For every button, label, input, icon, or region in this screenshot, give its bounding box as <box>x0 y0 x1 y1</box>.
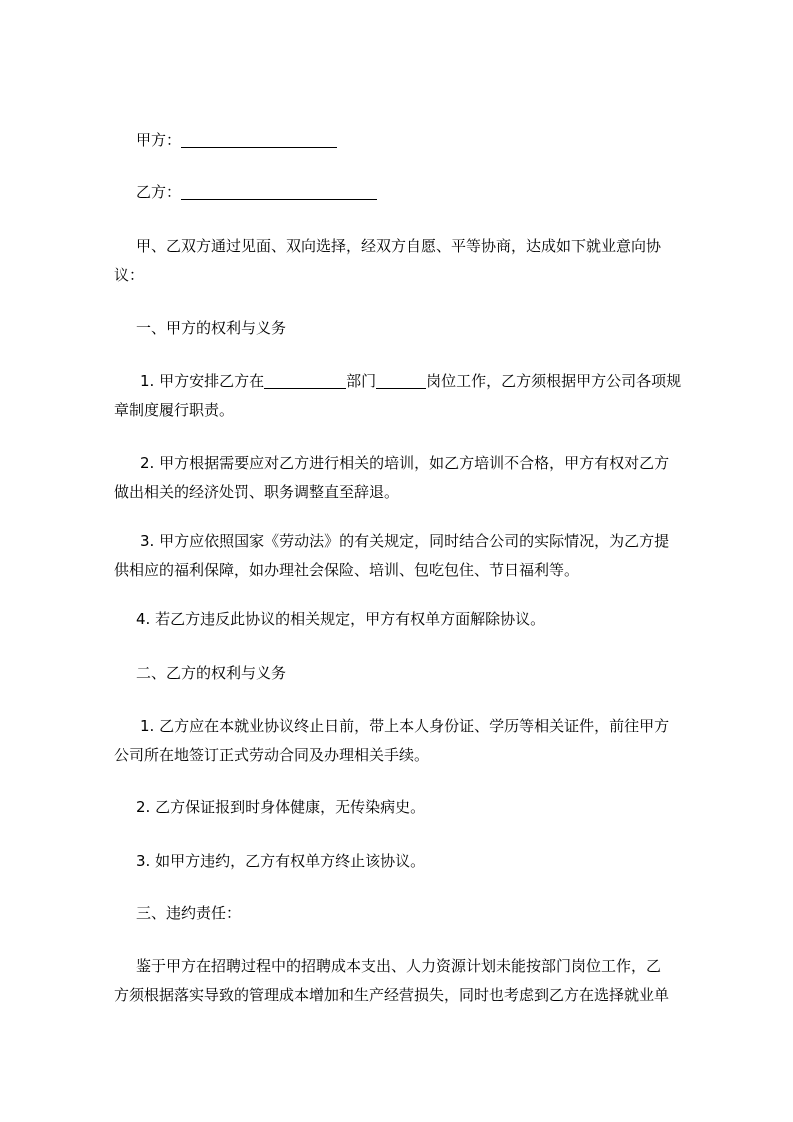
section2-item1-line2: 公司所在地签订正式劳动合同及办理相关手续。 <box>114 746 430 764</box>
section1-item1-prefix: 1. 甲方安排乙方在 <box>140 372 265 390</box>
section2-heading: 二、乙方的权利与义务 <box>136 664 287 682</box>
section1-item2-line2: 做出相关的经济处罚、职务调整直至辞退。 <box>114 483 400 501</box>
section1-item1-line1 <box>140 367 740 396</box>
section1-item3-line2: 供相应的福利保障，如办理社会保险、培训、包吃包住、节日福利等。 <box>114 561 580 579</box>
intro-line-1: 甲、乙双方通过见面、双向选择，经双方自愿、平等协商，达成如下就业意向协 <box>136 237 662 255</box>
section2-item2: 2. 乙方保证报到时身体健康，无传染病史。 <box>136 798 426 816</box>
section1-heading: 一、甲方的权利与义务 <box>136 319 287 337</box>
section1-item2-line1: 2. 甲方根据需要应对乙方进行相关的培训，如乙方培训不合格，甲方有权对乙方 <box>140 454 670 472</box>
department-blank <box>264 372 346 389</box>
section2-item3: 3. 如甲方违约，乙方有权单方终止该协议。 <box>136 852 426 870</box>
section1-item1-mid1: 部门 <box>346 372 377 390</box>
party-a-line <box>136 126 736 155</box>
party-b-label: 乙方： <box>136 183 182 201</box>
section3-para-line1: 鉴于甲方在招聘过程中的招聘成本支出、人力资源计划未能按部门岗位工作，乙 <box>136 957 662 975</box>
section1-item4: 4. 若乙方违反此协议的相关规定，甲方有权单方面解除协议。 <box>136 610 546 628</box>
section1-item3-line1: 3. 甲方应依照国家《劳动法》的有关规定，同时结合公司的实际情况，为乙方提 <box>140 532 670 550</box>
party-a-label: 甲方： <box>136 131 182 149</box>
section1-item1-line2: 章制度履行职责。 <box>114 401 235 419</box>
section2-item1-line1: 1. 乙方应在本就业协议终止日前，带上本人身份证、学历等相关证件，前往甲方 <box>140 717 670 735</box>
section1-item1-mid2: 岗位工作，乙方须根据甲方公司各项规 <box>426 372 682 390</box>
intro-line-2: 议： <box>114 266 145 284</box>
position-blank <box>376 372 426 389</box>
party-b-line <box>136 178 736 207</box>
section3-heading: 三、违约责任： <box>136 904 242 922</box>
party-b-blank <box>181 183 377 200</box>
party-a-blank <box>181 131 337 148</box>
section3-para-line2: 方须根据落实导致的管理成本增加和生产经营损失，同时也考虑到乙方在选择就业单 <box>114 986 670 1004</box>
